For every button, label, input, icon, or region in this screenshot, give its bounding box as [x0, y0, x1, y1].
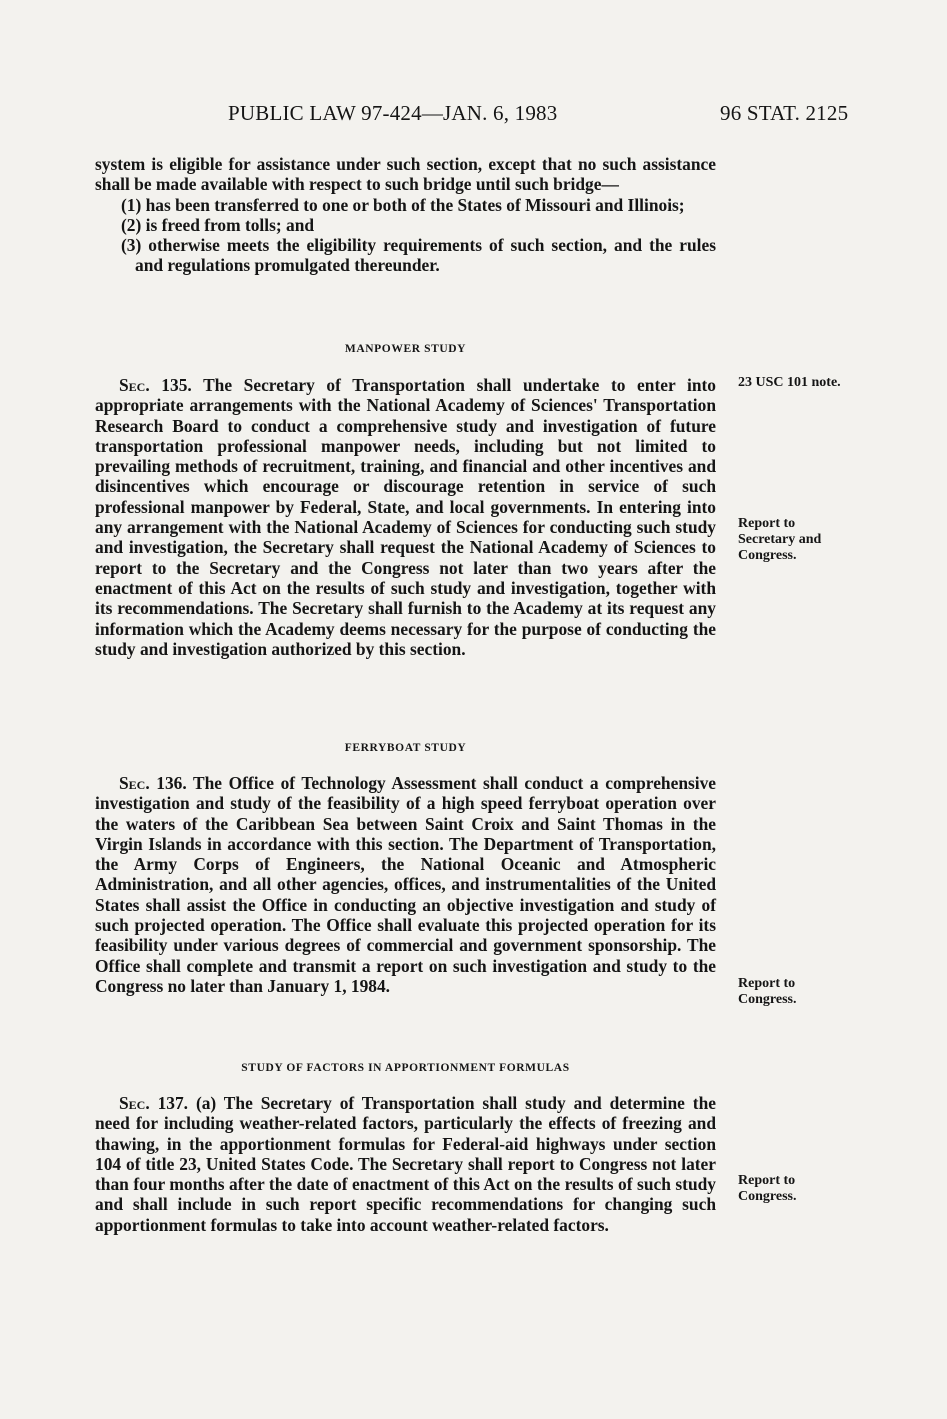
section-body: (a) The Secretary of Transportation shall study and determine the need for including weather-related factors, particularly the effects of freezing and thawing, in the apportionment formulas for Federal-aid highways under section 104 of title 23, United States Code. The Secretary shall report to Congress not later than four months after the date of enactment of this Act on the results of such study and shall include in such report specific recommendations for changing such apportionment formulas to take into account weather-related factors. — [95, 1093, 716, 1235]
section-label: Sec. 136. — [119, 773, 187, 793]
page-header-title: PUBLIC LAW 97-424—JAN. 6, 1983 — [228, 101, 558, 125]
section-label: Sec. 137. — [119, 1093, 189, 1113]
margin-note: Report to Congress. — [738, 1173, 797, 1204]
section-heading: FERRYBOAT STUDY — [344, 742, 467, 754]
continuation-block — [95, 154, 716, 276]
margin-note: 23 USC 101 note. — [738, 375, 841, 390]
list-item: (3) otherwise meets the eligibility requirements of such section, and the rules and regulations promulgated thereunder. — [121, 235, 716, 276]
section-label: Sec. 135. — [119, 375, 192, 395]
section-heading: STUDY OF FACTORS IN APPORTIONMENT FORMULAS — [241, 1062, 570, 1074]
section-136 — [95, 773, 716, 996]
list-item: (1) has been transferred to one or both of the States of Missouri and Illinois; — [121, 194, 685, 215]
list-item: (2) is freed from tolls; and — [121, 214, 315, 235]
page-header-stat: 96 STAT. 2125 — [720, 101, 849, 125]
section-body: The Secretary of Transportation shall undertake to enter into appropriate arrangements with the National Academy of Sciences' Transportation Research Board to conduct a comprehensive study and investigation of future transportation professional manpower needs, including but not limited to prevailing methods of recruitment, training, and financial and other incentives and disincentives which encourage or discourage retention in service of such professional manpower by Federal, State, and local governments. In entering into any arrangement with the National Academy of Sciences for conducting such study and investigation, the Secretary shall request the National Academy of Sciences to report to the Secretary and the Congress not later than two years after the enactment of this Act on the results of such study and investigation, together with its recommendations. The Secretary shall furnish to the Academy at its request any information which the Academy deems necessary for the purpose of conducting the study and investigation authorized by this section. — [95, 375, 716, 659]
margin-note: Report to Congress. — [738, 976, 797, 1007]
section-body: The Office of Technology Assessment shall conduct a comprehensive investigation and study of the feasibility of a high speed ferryboat operation over the waters of the Caribbean Sea between Saint Croix and Saint Thomas in the Virgin Islands in accordance with this section. The Department of Transportation, the Army Corps of Engineers, the National Oceanic and Atmospheric Administration, and all other agencies, offices, and instrumentalities of the United States shall assist the Office in conducting an objective investigation and study of such projected operation. The Office shall evaluate this projected operation for its feasibility under various degrees of commercial and government sponsorship. The Office shall complete and transmit a report on such investigation and study to the Congress no later than January 1, 1984. — [95, 773, 716, 996]
continuation-text: system is eligible for assistance under such section, except that no such assistance shall be made available with respect to such bridge until such bridge— — [95, 154, 716, 195]
margin-note: Report to Secretary and Congress. — [738, 516, 822, 563]
section-137 — [95, 1093, 716, 1235]
section-heading: MANPOWER STUDY — [344, 343, 467, 355]
section-135 — [95, 375, 716, 659]
